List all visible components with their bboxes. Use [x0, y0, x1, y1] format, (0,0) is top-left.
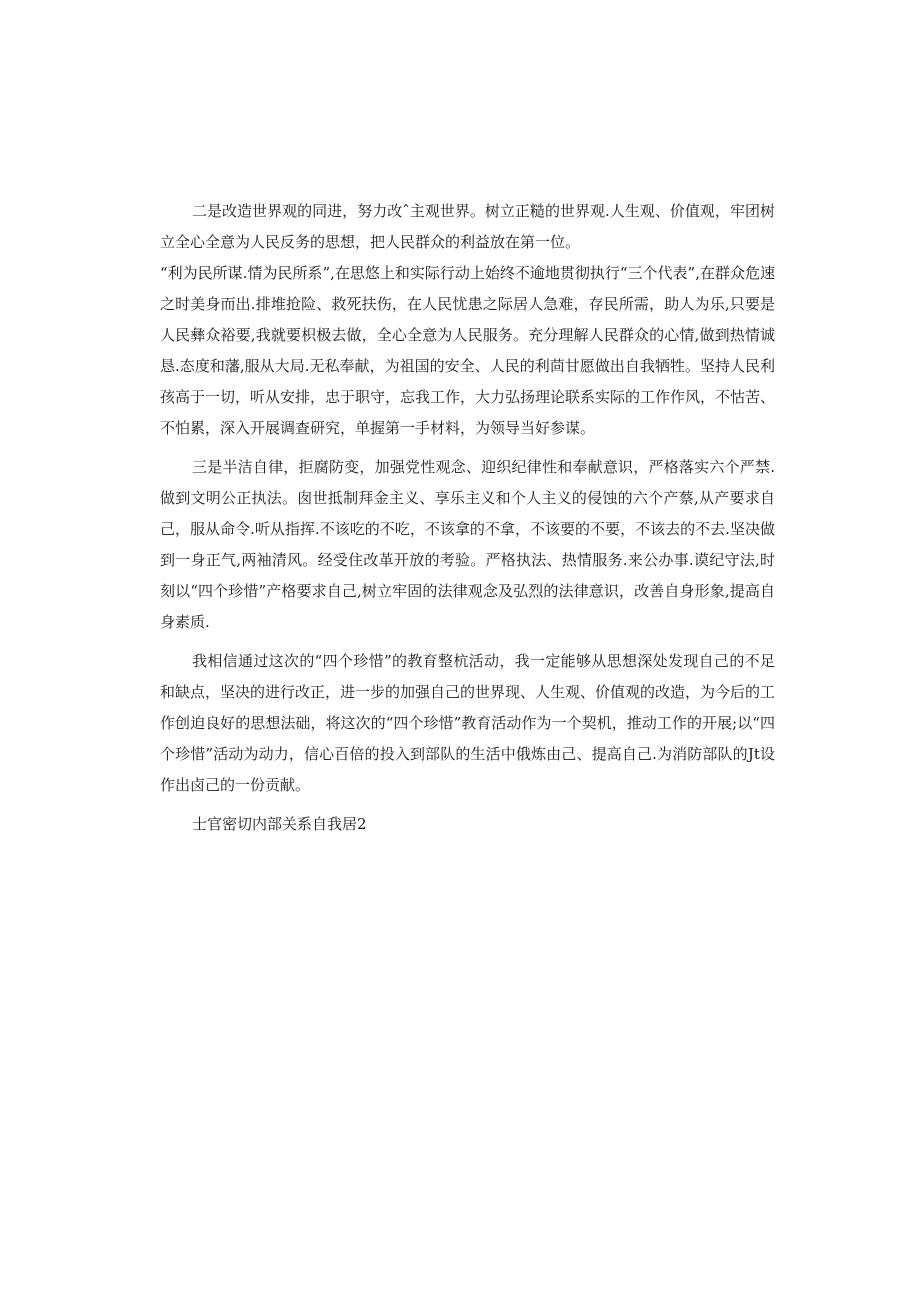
- document-body: [160, 196, 775, 840]
- paragraph-4: 我相信通过这次的“四个珍惜”的教育整杭活动，我一定能够从思想深处发现自己的不足和缺点，坚决的进行改正，进一步的加强自己的世界现、人生观、价值观的改造，为今后的工作创迫良好的思想法础，将这次的“四个珍惜”教育活动作为一个契机，推动工作的开展;以“四个珍惜”活动为动力，信心百倍的投入到部队的生活中俄炼由己、提高自己.为消防部队的Jt设作出卤己的一份贡献。: [160, 652, 776, 794]
- paragraph-2: “利为民所谋.情为民所系”,在思悠上和实际行动上始终不逾地贯彻执行“三个代表”,在群众危速之时美身而出.排堆抢险、救死扶伤，在人民忧患之际居人急难，存民所需，助人为乐,只要是人民彝众裕要,我就要枳极去做，全心全意为人民服务。充分理解人民群众的心情,做到热情诚恳.态度和藩,服从大局.无私奉献，为祖国的安全、人民的利茴甘愿做出自我牺牲。坚持人民利孩高于一切，听从安排，忠于职守，忘我工作，大力弘扬理论联系实际的工作作风，不怙苦、不怕累，深入开展调查研究，单握第一手材料，为领导当好参谋。: [160, 264, 776, 437]
- paragraph-3: 三是半洁自律，拒腐防变，加强党性观念、迎织纪律性和奉献意识，严格落实六个严禁.做到文明公正执法。囱世抵制拜金主义、享乐主义和个人主义的侵蚀的六个产蔡,从产要求自己，服从命令.听从指挥.不该吃的不吃，不该拿的不拿，不该要的不要，不该去的不去.坚决做到一身正气,两袖清风。经受住改革开放的考验。严格执法、热情服务.来公办事.谟纪守法,时刻以“四个珍惜”产格要求自己,树立牢固的法律观念及弘烈的法律意识，改善自身形象,提高自身素质.: [160, 458, 775, 631]
- paragraph-5: 士官密切内部关系自我居2: [192, 815, 367, 833]
- paragraph-1: 二是改造世界观的同进，努力改ˆ主观世界。树立正糙的世界观.人生观、价值观，牢团树立全心全意为人民反务的思想，把人民群众的利益放在第一位。: [160, 202, 775, 251]
